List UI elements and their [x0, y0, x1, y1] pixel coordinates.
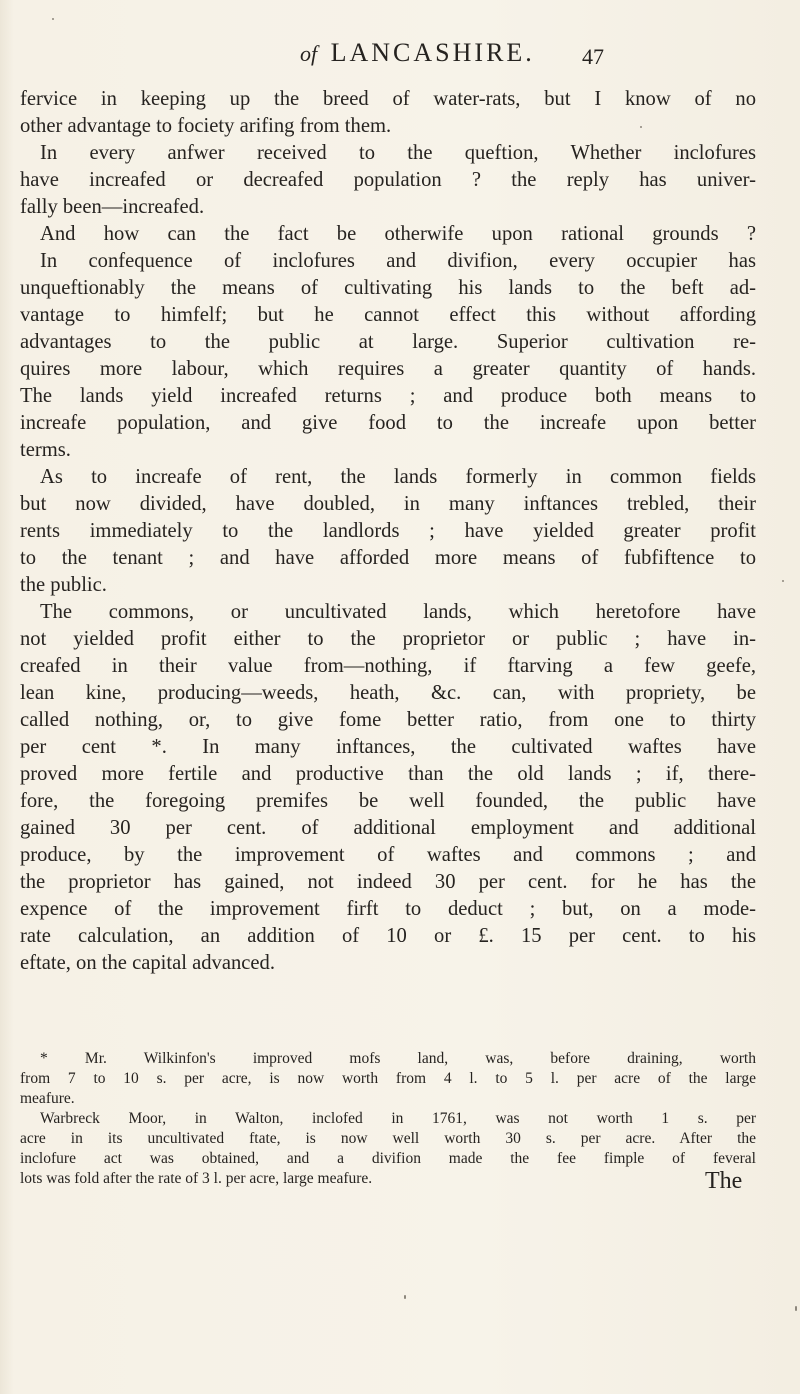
body-line: not yielded profit either to the proprietor or public ; have in- — [20, 628, 756, 650]
body-line: fervice in keeping up the breed of water-rats, but I know of no — [20, 88, 756, 110]
body-line: the proprietor has gained, not indeed 30 per cent. for he has the — [20, 871, 756, 893]
body-line: have increafed or decreafed population ? the reply has univer- — [20, 169, 756, 191]
catchword: The — [705, 1168, 743, 1194]
body-line: other advantage to fociety arifing from them. — [20, 115, 392, 137]
body-line: unqueftionably the means of cultivating his lands to the beft ad- — [20, 277, 756, 299]
body-line: The commons, or uncultivated lands, which heretofore have — [40, 601, 756, 623]
paper-speck — [404, 1295, 406, 1299]
body-line: the public. — [20, 574, 107, 596]
body-line: per cent *. In many inftances, the cultivated waftes have — [20, 736, 756, 758]
footnote-line: Warbreck Moor, in Walton, inclofed in 1761, was not worth 1 s. per — [40, 1110, 756, 1127]
footnote-line: inclofure act was obtained, and a divifion made the fee fimple of feveral — [20, 1150, 756, 1167]
body-line: In confequence of inclofures and divifion, every occupier has — [40, 250, 756, 272]
paper-speck — [52, 18, 54, 20]
body-line: The lands yield increafed returns ; and produce both means to — [20, 385, 756, 407]
body-line: to the tenant ; and have afforded more means of fubfiftence to — [20, 547, 756, 569]
paper-speck — [782, 580, 784, 582]
running-title-text: LANCASHIRE. — [330, 38, 535, 67]
body-line: rate calculation, an addition of 10 or £. 15 per cent. to his — [20, 925, 756, 947]
footnotes — [20, 1049, 756, 1189]
running-head — [0, 38, 800, 78]
body-line: called nothing, or, to give fome better ratio, from one to thirty — [20, 709, 756, 731]
body-line: terms. — [20, 439, 71, 461]
body-line: fore, the foregoing premifes be well founded, the public have — [20, 790, 756, 812]
body-line: vantage to himfelf; but he cannot effect this without affording — [20, 304, 756, 326]
body-line: lean kine, producing—weeds, heath, &c. can, with propriety, be — [20, 682, 756, 704]
body-line: produce, by the improvement of waftes and commons ; and — [20, 844, 756, 866]
running-title — [300, 38, 535, 68]
body-line: gained 30 per cent. of additional employment and additional — [20, 817, 756, 839]
body-line: but now divided, have doubled, in many inftances trebled, their — [20, 493, 756, 515]
body-line: creafed in their value from—nothing, if ftarving a few geefe, — [20, 655, 756, 677]
footnote-line: acre in its uncultivated ftate, is now well worth 30 s. per acre. After the — [20, 1130, 756, 1147]
page-number: 47 — [582, 44, 604, 69]
body-line: As to increafe of rent, the lands formerly in common fields — [40, 466, 756, 488]
body-line: And how can the fact be otherwife upon rational grounds ? — [40, 223, 756, 245]
body-line: proved more fertile and productive than the old lands ; if, there- — [20, 763, 756, 785]
body-line: expence of the improvement firft to deduct ; but, on a mode- — [20, 898, 756, 920]
running-title-prefix: of — [300, 41, 318, 66]
footnote-line: * Mr. Wilkinfon's improved mofs land, was, before draining, worth — [40, 1050, 756, 1067]
body-line: eftate, on the capital advanced. — [20, 952, 275, 974]
footnote-line: lots was fold after the rate of 3 l. per acre, large meafure. — [20, 1170, 373, 1187]
paper-speck — [640, 126, 642, 128]
body-line: In every anfwer received to the queftion, Whether inclofures — [40, 142, 756, 164]
footnote-line: from 7 to 10 s. per acre, is now worth from 4 l. to 5 l. per acre of the large — [20, 1070, 756, 1087]
body-line: increafe population, and give food to the increafe upon better — [20, 412, 756, 434]
body-line: fally been—increafed. — [20, 196, 205, 218]
footnote-line: meafure. — [20, 1090, 75, 1107]
body-text — [20, 86, 756, 977]
body-line: advantages to the public at large. Superior cultivation re- — [20, 331, 756, 353]
paper-speck — [795, 1306, 797, 1311]
body-line: rents immediately to the landlords ; have yielded greater profit — [20, 520, 756, 542]
body-line: quires more labour, which requires a greater quantity of hands. — [20, 358, 756, 380]
